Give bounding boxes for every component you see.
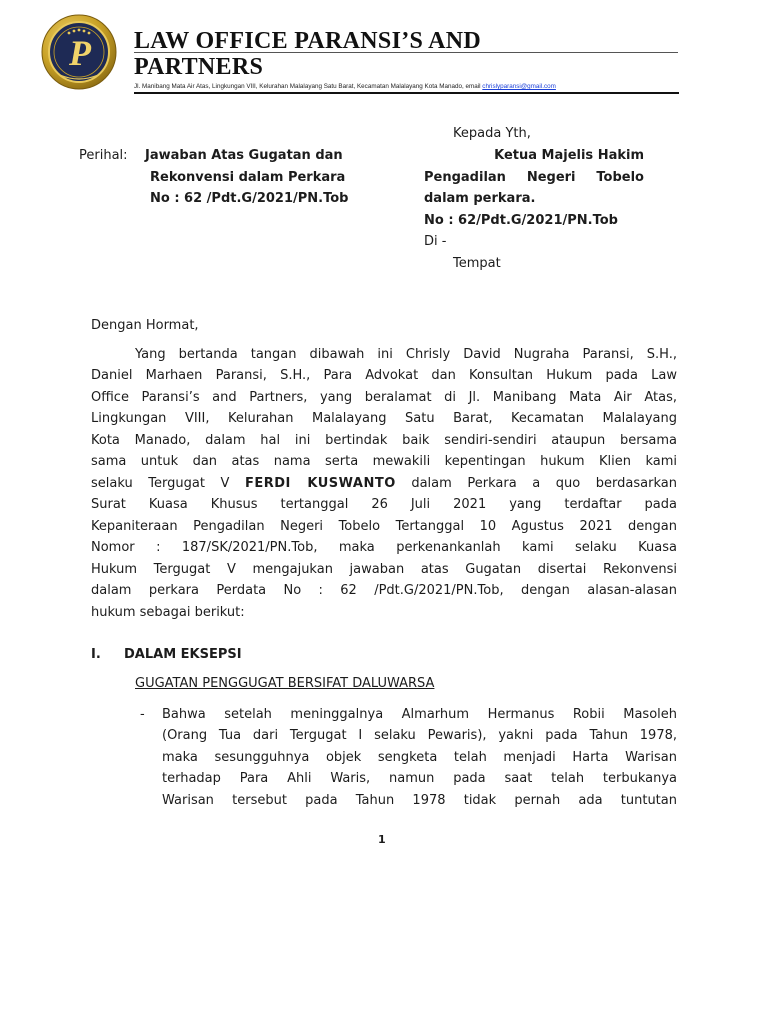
subject-line-2: Rekonvensi dalam Perkara bbox=[150, 170, 346, 185]
recipient-line-6: Tempat bbox=[453, 256, 501, 271]
bullet-marker: - bbox=[140, 707, 145, 722]
bullet-line-1: Bahwa setelah meninggalnya Almarhum Hermanus Robii Masoleh bbox=[162, 707, 677, 722]
firm-name-line-2: PARTNERS bbox=[134, 54, 264, 80]
bullet-line-3: maka sesungguhnya objek sengketa telah menjadi Harta Warisan bbox=[162, 750, 677, 765]
paragraph-line-6: sama untuk dan atas nama serta mewakili kepentingan hukum Klien kami bbox=[91, 454, 677, 469]
paragraph-line-7-before: selaku Tergugat V bbox=[91, 476, 230, 491]
logo-monogram: P bbox=[69, 33, 91, 73]
bullet-line-5: Warisan tersebut pada Tahun 1978 tidak pernah ada tuntutan bbox=[162, 793, 677, 808]
paragraph-line-1: Yang bertanda tangan dibawah ini Chrisly David Nugraha Paransi, S.H., bbox=[135, 347, 677, 362]
letterhead-rule-thin bbox=[134, 52, 678, 53]
client-name: FERDI KUSWANTO bbox=[245, 476, 396, 491]
firm-name bbox=[134, 28, 674, 80]
paragraph-line-3: Office Paransi’s and Partners, yang beralamat di Jl. Manibang Mata Air Atas, bbox=[91, 390, 677, 405]
recipient-line-2: Pengadilan Negeri Tobelo bbox=[424, 170, 644, 185]
page-number: 1 bbox=[378, 833, 386, 846]
letterhead-rule-thick bbox=[134, 92, 679, 94]
section-title: DALAM EKSEPSI bbox=[124, 647, 242, 662]
paragraph-line-4: Lingkungan VIII, Kelurahan Malalayang Satu Barat, Kecamatan Malalayang bbox=[91, 411, 677, 426]
subject-line-1: Jawaban Atas Gugatan dan bbox=[145, 148, 343, 163]
section-subtitle: GUGATAN PENGGUGAT BERSIFAT DALUWARSA bbox=[135, 676, 435, 691]
paragraph-line-12: dalam perkara Perdata No : 62 /Pdt.G/2021/PN.Tob, dengan alasan-alasan bbox=[91, 583, 677, 598]
subject-line-3: No : 62 /Pdt.G/2021/PN.Tob bbox=[150, 191, 349, 206]
recipient-line-3: dalam perkara. bbox=[424, 191, 536, 206]
recipient-line-1: Ketua Majelis Hakim bbox=[494, 148, 644, 163]
recipient-greeting: Kepada Yth, bbox=[453, 126, 531, 141]
paragraph-line-10: Nomor : 187/SK/2021/PN.Tob, maka perkenankanlah kami selaku Kuasa bbox=[91, 540, 677, 555]
recipient-line-5: Di - bbox=[424, 234, 447, 249]
paragraph-line-7-after: dalam Perkara a quo berdasarkan bbox=[411, 476, 677, 491]
paragraph-line-9: Kepaniteraan Pengadilan Negeri Tobelo Tertanggal 10 Agustus 2021 dengan bbox=[91, 519, 677, 534]
section-number: I. bbox=[91, 647, 101, 662]
bullet-line-2: (Orang Tua dari Tergugat I selaku Pewaris), yakni pada Tahun 1978, bbox=[162, 728, 677, 743]
paragraph-line-13: hukum sebagai berikut: bbox=[91, 605, 245, 620]
firm-name-line-1: LAW OFFICE PARANSI’S AND bbox=[134, 28, 482, 54]
recipient-line-4: No : 62/Pdt.G/2021/PN.Tob bbox=[424, 213, 618, 228]
subject-label: Perihal: bbox=[79, 148, 128, 163]
law-office-logo-seal bbox=[40, 13, 118, 91]
firm-address bbox=[134, 83, 694, 90]
paragraph-line-7 bbox=[91, 475, 677, 493]
paragraph-line-11: Hukum Tergugat V mengajukan jawaban atas Gugatan disertai Rekonvensi bbox=[91, 562, 677, 577]
paragraph-line-8: Surat Kuasa Khusus tertanggal 26 Juli 2021 yang terdaftar pada bbox=[91, 497, 677, 512]
address-text: Jl. Manibang Mata Air Atas, Lingkungan VIII, Kelurahan Malalayang Satu Barat, Kecamatan Malalayang Kota Manado, email bbox=[134, 83, 483, 90]
email-link[interactable]: chrislyparansi@gmail.com bbox=[482, 83, 556, 90]
paragraph-line-5: Kota Manado, dalam hal ini bertindak baik sendiri-sendiri ataupun bersama bbox=[91, 433, 677, 448]
paragraph-line-2: Daniel Marhaen Paransi, S.H., Para Advokat dan Konsultan Hukum pada Law bbox=[91, 368, 677, 383]
salutation: Dengan Hormat, bbox=[91, 318, 199, 333]
bullet-line-4: terhadap Para Ahli Waris, namun pada saat telah terbukanya bbox=[162, 771, 677, 786]
